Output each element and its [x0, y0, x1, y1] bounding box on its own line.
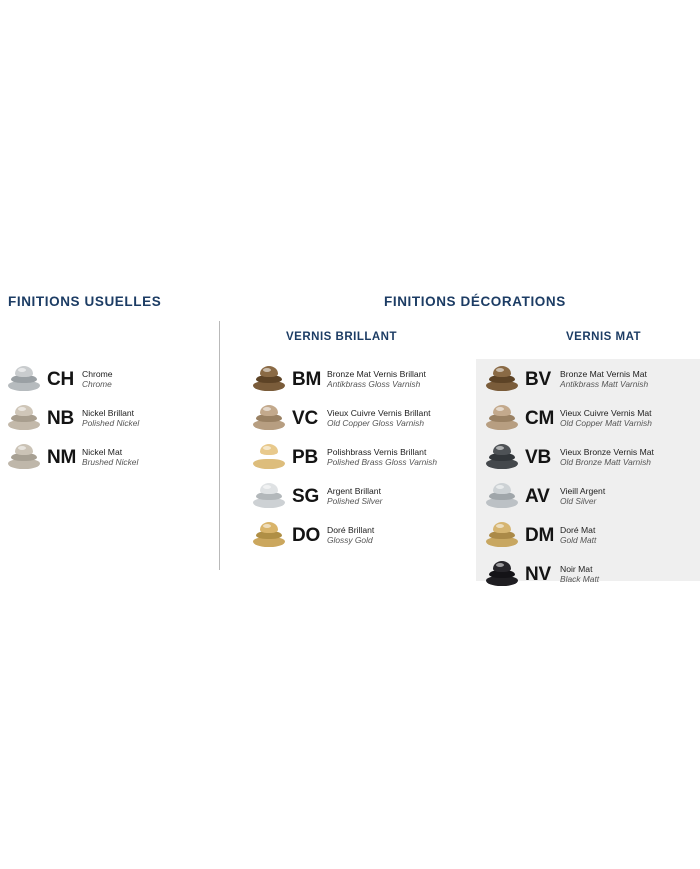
- column-finitions-usuelles: [8, 362, 208, 479]
- subsection-title-vernis-brillant: VERNIS BRILLANT: [286, 331, 397, 343]
- finish-label-en: Polished Silver: [327, 496, 383, 507]
- finish-row: [253, 362, 473, 398]
- finish-row: [253, 479, 473, 515]
- knob-swatch-icon: [486, 403, 520, 435]
- finish-label-en: Old Copper Matt Varnish: [560, 418, 652, 429]
- finish-labels: [327, 409, 431, 429]
- finish-label-fr: Vieux Cuivre Vernis Mat: [560, 408, 652, 419]
- knob-swatch-icon: [486, 442, 520, 474]
- finish-labels: [82, 409, 139, 429]
- finish-labels: [560, 448, 654, 468]
- finish-label-fr: Doré Mat: [560, 525, 596, 536]
- finish-row: [253, 518, 473, 554]
- finish-code: VB: [525, 447, 551, 468]
- finish-labels: [560, 526, 596, 546]
- finish-code: SG: [292, 486, 320, 507]
- finish-label-fr: Bronze Mat Vernis Brillant: [327, 369, 426, 380]
- knob-swatch-icon: [253, 364, 287, 396]
- finish-label-en: Antikbrass Matt Varnish: [560, 379, 649, 390]
- finish-label-fr: Argent Brillant: [327, 486, 381, 497]
- finish-label-en: Brushed Nickel: [82, 457, 139, 468]
- finish-row: [486, 362, 700, 398]
- finish-label-en: Polished Brass Gloss Varnish: [327, 457, 438, 468]
- finish-labels: [560, 487, 605, 507]
- finish-code: DM: [525, 525, 555, 546]
- finish-code: NM: [47, 447, 77, 468]
- finish-label-fr: Polishbrass Vernis Brillant: [327, 447, 427, 458]
- finish-label-fr: Nickel Brillant: [82, 408, 135, 419]
- knob-swatch-icon: [8, 403, 42, 435]
- finish-label-en: Old Bronze Matt Varnish: [560, 457, 651, 468]
- knob-swatch-icon: [486, 364, 520, 396]
- finish-code: BV: [525, 369, 551, 390]
- finish-code: CH: [47, 369, 75, 390]
- column-vernis-brillant: [253, 362, 473, 557]
- finish-labels: [82, 448, 138, 468]
- finish-row: [486, 440, 700, 476]
- finish-label-en: Old Silver: [560, 496, 597, 507]
- finish-row: [486, 479, 700, 515]
- column-vernis-mat: [486, 362, 700, 596]
- finish-row: [8, 362, 208, 398]
- finish-code: AV: [525, 486, 550, 507]
- finish-label-en: Old Copper Gloss Varnish: [327, 418, 424, 429]
- knob-swatch-icon: [8, 442, 42, 474]
- finish-label-fr: Noir Mat: [560, 564, 593, 575]
- finish-labels: [327, 526, 374, 546]
- finish-label-en: Antikbrass Gloss Varnish: [327, 379, 421, 390]
- knob-swatch-icon: [253, 481, 287, 513]
- knob-swatch-icon: [8, 364, 42, 396]
- finish-row: [486, 518, 700, 554]
- finish-labels: [560, 409, 652, 429]
- finish-label-en: Black Matt: [560, 574, 600, 585]
- finish-label-fr: Chrome: [82, 369, 113, 380]
- section-title-usuelles: FINITIONS USUELLES: [8, 294, 162, 309]
- finish-code: NB: [47, 408, 75, 429]
- finish-labels: [560, 370, 648, 390]
- finish-code: NV: [525, 564, 551, 585]
- section-title-decorations: FINITIONS DÉCORATIONS: [384, 294, 566, 309]
- finish-labels: [327, 448, 437, 468]
- finish-code: VC: [292, 408, 318, 429]
- finish-label-fr: Doré Brillant: [327, 525, 375, 536]
- finish-row: [486, 401, 700, 437]
- finish-label-en: Polished Nickel: [82, 418, 140, 429]
- finish-code: PB: [292, 447, 318, 468]
- finish-label-en: Glossy Gold: [327, 535, 373, 546]
- finish-labels: [560, 565, 599, 585]
- finish-label-fr: Vieux Cuivre Vernis Brillant: [327, 408, 431, 419]
- finish-label-en: Gold Matt: [560, 535, 597, 546]
- finish-row: [8, 401, 208, 437]
- finish-labels: [327, 370, 426, 390]
- finish-row: [253, 440, 473, 476]
- finish-row: [486, 557, 700, 593]
- finish-row: [8, 440, 208, 476]
- finish-code: BM: [292, 369, 322, 390]
- finish-label-fr: Nickel Mat: [82, 447, 123, 458]
- finish-label-fr: Bronze Mat Vernis Mat: [560, 369, 647, 380]
- finish-labels: [327, 487, 382, 507]
- section-divider: [219, 321, 220, 570]
- finish-label-fr: Vieill Argent: [560, 486, 606, 497]
- knob-swatch-icon: [253, 520, 287, 552]
- knob-swatch-icon: [253, 442, 287, 474]
- knob-swatch-icon: [486, 520, 520, 552]
- knob-swatch-icon: [486, 559, 520, 591]
- knob-swatch-icon: [253, 403, 287, 435]
- finish-label-en: Chrome: [82, 379, 112, 390]
- finish-code: CM: [525, 408, 555, 429]
- subsection-title-vernis-mat: VERNIS MAT: [566, 331, 642, 343]
- finish-label-fr: Vieux Bronze Vernis Mat: [560, 447, 654, 458]
- finish-labels: [82, 370, 113, 390]
- finish-code: DO: [292, 525, 321, 546]
- finish-row: [253, 401, 473, 437]
- knob-swatch-icon: [486, 481, 520, 513]
